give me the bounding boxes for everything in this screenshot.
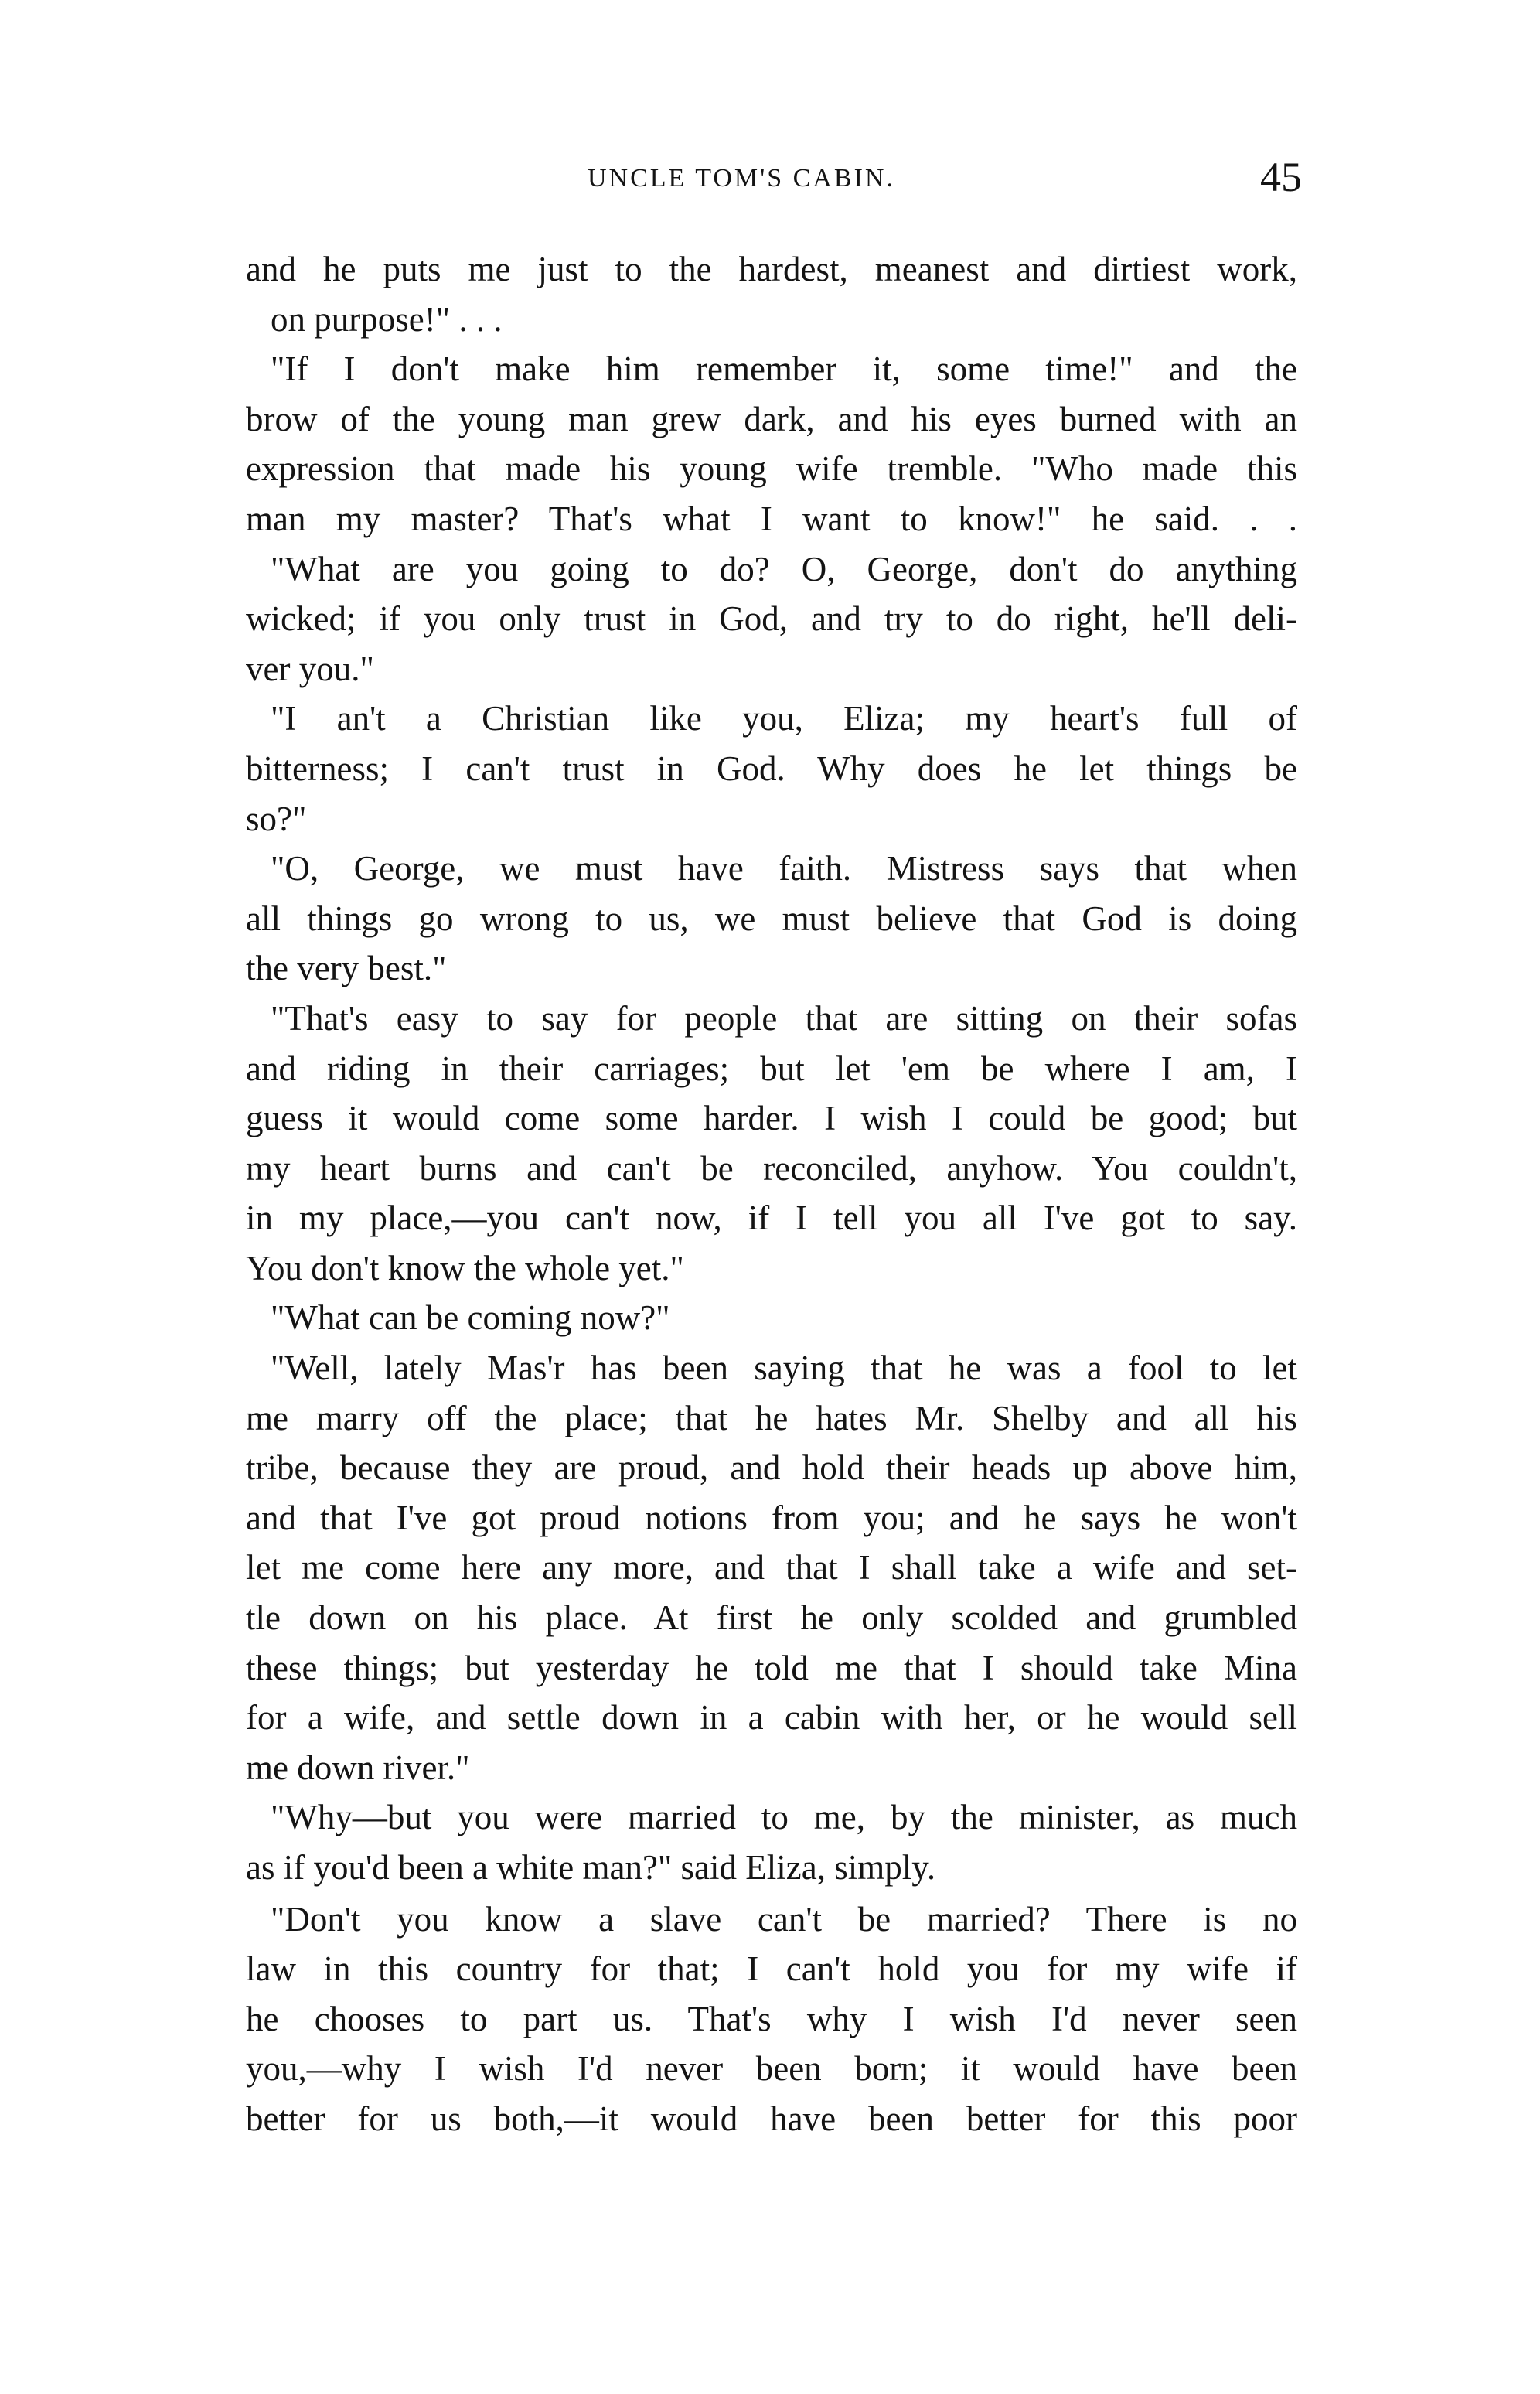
- text-line: as if you'd been a white man?" said Eliza, simply.: [246, 1848, 936, 1887]
- text-line: tribe, because they are proud, and hold their heads up above him,: [246, 1448, 1297, 1488]
- text-line: law in this country for that; I can't hold you for my wife if: [246, 1949, 1297, 1989]
- text-line: for a wife, and settle down in a cabin with her, or he would sell: [246, 1698, 1297, 1738]
- text-line: bitterness; I can't trust in God. Why does he let things be: [246, 749, 1297, 788]
- text-line: "O, George, we must have faith. Mistress says that when: [271, 849, 1297, 888]
- text-line: and riding in their carriages; but let 'em be where I am, I: [246, 1049, 1297, 1088]
- text-line: in my place,—you can't now, if I tell you all I've got to say.: [246, 1199, 1297, 1238]
- text-line: all things go wrong to us, we must believe that God is doing: [246, 899, 1297, 938]
- text-line: you,—why I wish I'd never been born; it would have been: [246, 2049, 1297, 2089]
- text-line: me marry off the place; that he hates Mr. Shelby and all his: [246, 1398, 1297, 1437]
- text-line: me down river.": [246, 1748, 470, 1787]
- text-line: the very best.": [246, 949, 447, 988]
- text-line: brow of the young man grew dark, and his eyes burned with an: [246, 399, 1297, 438]
- text-line: better for us both,—it would have been better for this poor: [246, 2099, 1297, 2138]
- text-line: tle down on his place. At first he only scolded and grumbled: [246, 1598, 1297, 1638]
- text-line: wicked; if you only trust in God, and try to do right, he'll deli-: [246, 599, 1297, 639]
- text-line: on purpose!" . . .: [271, 299, 503, 339]
- text-line: "Well, lately Mas'r has been saying that he was a fool to let: [271, 1349, 1297, 1388]
- text-line: let me come here any more, and that I shall take a wife and set-: [246, 1548, 1297, 1587]
- text-line: and he puts me just to the hardest, meanest and dirtiest work,: [246, 250, 1297, 288]
- text-line: man my master? That's what I want to know!" he said. . .: [246, 499, 1297, 538]
- text-line: "Don't you know a slave can't be married? There is no: [271, 1899, 1297, 1939]
- text-line: guess it would come some harder. I wish I could be good; but: [246, 1099, 1297, 1138]
- text-line: my heart burns and can't be reconciled, anyhow. You couldn't,: [246, 1148, 1297, 1188]
- body-text: [246, 244, 1297, 2144]
- text-line: "If I don't make him remember it, some time!" and the: [271, 350, 1297, 389]
- text-line: ver you.": [246, 649, 374, 688]
- text-line: so?": [246, 799, 307, 838]
- text-line: "I an't a Christian like you, Eliza; my heart's full of: [271, 699, 1297, 738]
- text-line: You don't know the whole yet.": [246, 1248, 684, 1287]
- text-line: and that I've got proud notions from you; and he says he won't: [246, 1498, 1297, 1537]
- text-line: these things; but yesterday he told me that I should take Mina: [246, 1648, 1297, 1687]
- text-line: "Why—but you were married to me, by the minister, as much: [271, 1798, 1297, 1837]
- text-line: "What can be coming now?": [271, 1298, 670, 1338]
- text-line: "That's easy to say for people that are sitting on their sofas: [271, 998, 1297, 1038]
- text-line: he chooses to part us. That's why I wish I'd never seen: [246, 1999, 1297, 2038]
- page-number: 45: [1260, 154, 1302, 200]
- text-line: expression that made his young wife tremble. "Who made this: [246, 449, 1297, 489]
- text-line: "What are you going to do? O, George, don't do anything: [271, 549, 1297, 588]
- running-head: UNCLE TOM'S CABIN.: [588, 164, 895, 193]
